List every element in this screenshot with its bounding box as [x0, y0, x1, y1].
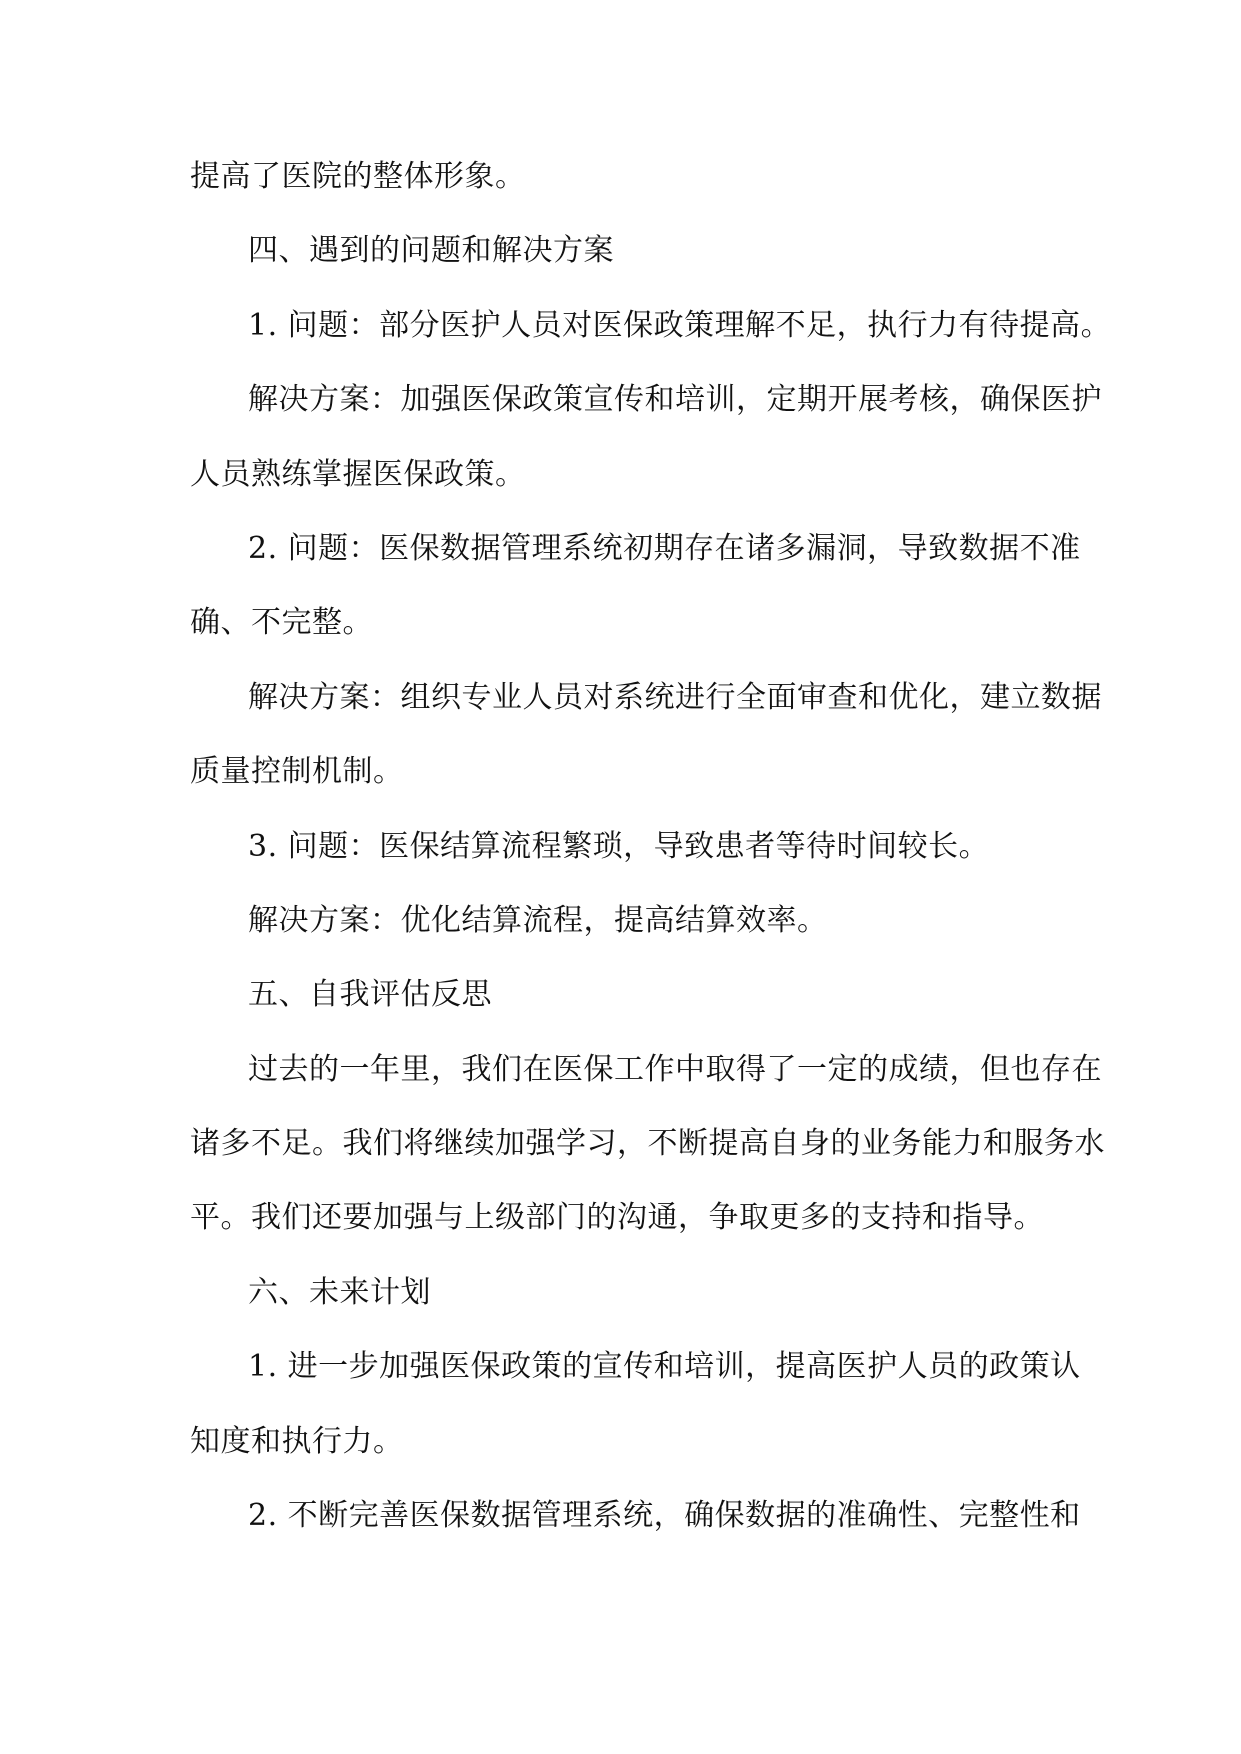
problem-2: 2. 问题：医保数据管理系统初期存在诸多漏洞，导致数据不准	[248, 530, 1081, 566]
plan-item-1: 1. 进一步加强医保政策的宣传和培训，提高医护人员的政策认	[248, 1349, 1081, 1385]
solution-2: 解决方案：组织专业人员对系统进行全面审查和优化，建立数据	[248, 679, 1102, 715]
document-body	[190, 140, 1112, 1553]
problem-1: 1. 问题：部分医护人员对医保政策理解不足，执行力有待提高。	[248, 307, 1112, 343]
plan-item-2: 2. 不断完善医保数据管理系统，确保数据的准确性、完整性和	[248, 1498, 1081, 1534]
text-line: 提高了医院的整体形象。	[190, 159, 526, 194]
paragraph-self-assessment: 过去的一年里，我们在医保工作中取得了一定的成绩，但也存在	[248, 1051, 1102, 1087]
text-line: 质量控制机制。	[190, 754, 404, 790]
section-heading-self-assessment: 五、自我评估反思	[248, 977, 492, 1013]
text-line: 确、不完整。	[190, 605, 373, 641]
text-line: 诸多不足。我们将继续加强学习，不断提高自身的业务能力和服务水	[190, 1126, 1105, 1162]
solution-1: 解决方案：加强医保政策宣传和培训，定期开展考核，确保医护	[248, 382, 1102, 418]
solution-3: 解决方案：优化结算流程，提高结算效率。	[248, 902, 828, 938]
section-heading-problems: 四、遇到的问题和解决方案	[248, 233, 614, 269]
text-line: 人员熟练掌握医保政策。	[190, 456, 526, 492]
problem-3: 3. 问题：医保结算流程繁琐，导致患者等待时间较长。	[248, 828, 990, 864]
section-heading-future-plan: 六、未来计划	[248, 1274, 431, 1310]
text-line: 平。我们还要加强与上级部门的沟通，争取更多的支持和指导。	[190, 1200, 1044, 1236]
text-line: 知度和执行力。	[190, 1423, 404, 1459]
